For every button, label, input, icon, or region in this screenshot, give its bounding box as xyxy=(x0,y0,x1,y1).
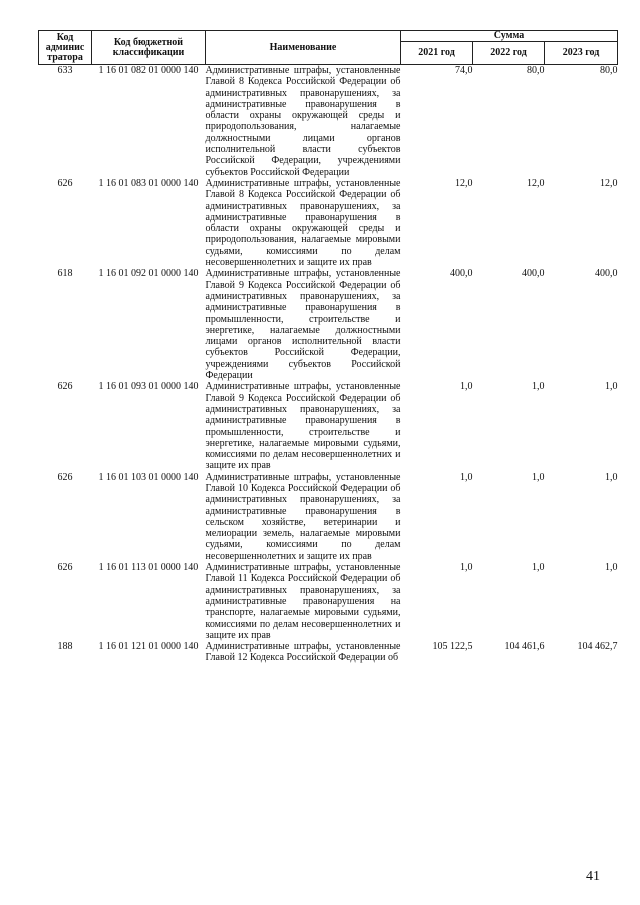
admin-code-cell: 626 xyxy=(57,562,73,574)
header-year-2022: 2022 год xyxy=(473,42,545,65)
sum-2023-cell: 1,0 xyxy=(605,381,618,393)
revenue-table xyxy=(38,30,618,664)
sum-2023-cell: 400,0 xyxy=(595,268,618,280)
header-budget-code: Код бюджетной классификации xyxy=(92,31,206,65)
sum-2022-cell: 1,0 xyxy=(532,381,545,393)
admin-code-cell: 618 xyxy=(57,268,73,280)
budget-code-cell: 1 16 01 103 01 0000 140 xyxy=(98,471,199,483)
sum-2022-cell: 12,0 xyxy=(527,177,545,189)
header-year-2021: 2021 год xyxy=(401,42,473,65)
budget-code-cell: 1 16 01 093 01 0000 140 xyxy=(98,381,199,393)
table-row xyxy=(39,268,618,381)
table-header xyxy=(39,31,618,65)
page-number: 41 xyxy=(586,869,600,884)
sum-2022-cell: 1,0 xyxy=(532,471,545,483)
sum-2021-cell: 12,0 xyxy=(455,177,473,189)
budget-code-cell: 1 16 01 083 01 0000 140 xyxy=(98,177,199,189)
sum-2022-cell: 1,0 xyxy=(532,562,545,574)
admin-code-cell: 626 xyxy=(57,471,73,483)
name-cell: Административные штрафы, установленные Главой 11 Кодекса Российской Федерации об административных правонарушениях, за административные правонарушения на транспорте, налагаемые мировыми судьями, комиссиями по делам несовершеннолетних и защите их прав xyxy=(205,562,401,641)
admin-code-cell: 633 xyxy=(57,65,73,76)
header-year-2023: 2023 год xyxy=(545,42,618,65)
sum-2023-cell: 1,0 xyxy=(605,562,618,574)
sum-2022-cell: 80,0 xyxy=(527,65,545,76)
sum-2022-cell: 104 461,6 xyxy=(504,641,545,653)
sum-2021-cell: 74,0 xyxy=(455,65,473,76)
name-cell: Административные штрафы, установленные Главой 12 Кодекса Российской Федерации об xyxy=(205,641,401,664)
sum-2021-cell: 105 122,5 xyxy=(432,641,473,653)
budget-code-cell: 1 16 01 082 01 0000 140 xyxy=(98,65,199,76)
name-cell: Административные штрафы, установленные Главой 8 Кодекса Российской Федерации об административных правонарушениях, за административные правонарушения в области охраны окружающей среды и природопользования, налагаемые должностными лицами органов исполнительной власти субъектов Российской Федерации, учреждениями субъектов Российской Федерации xyxy=(205,65,401,178)
sum-2022-cell: 400,0 xyxy=(522,268,545,280)
sum-2021-cell: 400,0 xyxy=(450,268,473,280)
table-row xyxy=(39,65,618,178)
table-row xyxy=(39,472,618,562)
table-row xyxy=(39,178,618,268)
name-cell: Административные штрафы, установленные Главой 9 Кодекса Российской Федерации об административных правонарушениях, за административные правонарушения в промышленности, строительстве и энергетике, налагаемые мировыми судьями, комиссиями по делам несовершеннолетних и защите их прав xyxy=(205,381,401,472)
admin-code-cell: 188 xyxy=(57,641,73,653)
admin-code-cell: 626 xyxy=(57,381,73,393)
budget-code-cell: 1 16 01 121 01 0000 140 xyxy=(98,641,199,653)
name-cell: Административные штрафы, установленные Главой 9 Кодекса Российской Федерации об административных правонарушениях, за административные правонарушения в промышленности, строительстве и энергетике, налагаемые должностными лицами органов исполнительной власти субъектов Российской Федерации, учреждениями субъектов Российской Федерации xyxy=(205,268,401,382)
name-cell: Административные штрафы, установленные Главой 8 Кодекса Российской Федерации об административных правонарушениях, за административные правонарушения в области охраны окружающей среды и природопользования, налагаемые мировыми судьями, комиссиями по делам несовершеннолетних и защите их прав xyxy=(205,177,401,269)
header-sum: Сумма xyxy=(401,31,618,42)
table-row xyxy=(39,381,618,471)
table-body xyxy=(39,65,618,664)
table-row xyxy=(39,562,618,641)
sum-2021-cell: 1,0 xyxy=(460,471,473,483)
sum-2021-cell: 1,0 xyxy=(460,381,473,393)
sum-2023-cell: 12,0 xyxy=(600,177,618,189)
admin-code-cell: 626 xyxy=(57,177,73,189)
header-name: Наименование xyxy=(206,31,401,65)
sum-2023-cell: 80,0 xyxy=(600,65,618,76)
sum-2021-cell: 1,0 xyxy=(460,562,473,574)
budget-code-cell: 1 16 01 113 01 0000 140 xyxy=(98,562,199,574)
sum-2023-cell: 104 462,7 xyxy=(577,641,618,653)
name-cell: Административные штрафы, установленные Главой 10 Кодекса Российской Федерации об административных правонарушениях, за административные правонарушения в сельском хозяйстве, ветеринарии и мелиорации земель, налагаемые мировыми судьями, комиссиями по делам несовершеннолетних и защите их прав xyxy=(205,471,401,562)
header-admin-code: Код админис тратора xyxy=(39,31,92,65)
table-row xyxy=(39,641,618,664)
budget-code-cell: 1 16 01 092 01 0000 140 xyxy=(98,268,199,280)
sum-2023-cell: 1,0 xyxy=(605,471,618,483)
